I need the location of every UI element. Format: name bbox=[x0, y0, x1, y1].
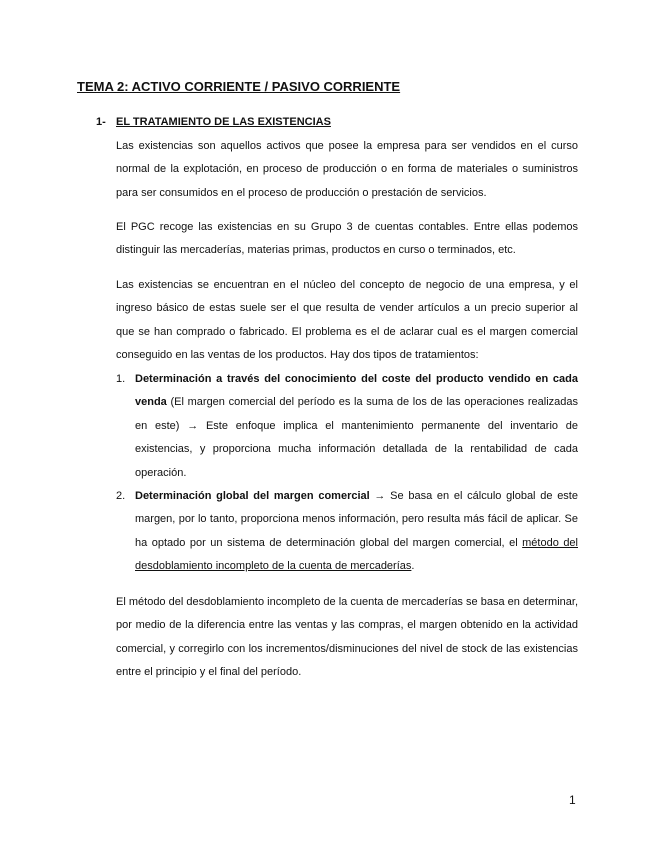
treatment-list-1 bbox=[116, 368, 578, 485]
paragraph-definition: Las existencias son aquellos activos que posee la empresa para ser vendidos en el curso normal de la explotación, en proceso de producción o en forma de materiales o suministros para ser consumidos en el proceso de producción o prestación de servicios. bbox=[116, 140, 578, 199]
document-title: TEMA 2: ACTIVO CORRIENTE / PASIVO CORRIENTE bbox=[77, 79, 401, 94]
list-marker: 1. bbox=[116, 373, 126, 385]
section-heading bbox=[96, 116, 331, 128]
list-marker: 2. bbox=[116, 490, 126, 502]
paragraph-margin-problem: Las existencias se encuentran en el núcleo del concepto de negocio de una empresa, y el ingreso básico de estas suele ser el que resulta de vender artículos a un precio superior al que se han comprado o fabricado. El problema es el de aclarar cual es el margen comercial conseguido en las ventas de los productos. Hay dos tipos de tratamientos: bbox=[116, 279, 578, 362]
page-number: 1 bbox=[569, 793, 576, 807]
treatment-text-2: → Se basa en el cálculo global de este margen, por lo tanto, proporciona menos información, pero resulta más fácil de aplicar. Se ha optado por un sistema de determinación global del margen comercial, el bbox=[135, 490, 578, 549]
underlined-method-name: método del desdoblamiento incompleto de la cuenta de mercaderías bbox=[135, 536, 578, 573]
treatment-list-2 bbox=[116, 485, 578, 579]
treatment-bold-2: Determinación global del margen comercial bbox=[135, 490, 370, 502]
treatment-item-2 bbox=[116, 485, 578, 579]
paragraph-pgc: El PGC recoge las existencias en su Grupo 3 de cuentas contables. Entre ellas podemos distinguir las mercaderías, materias primas, productos en curso o terminados, etc. bbox=[116, 221, 578, 257]
section-title: EL TRATAMIENTO DE LAS EXISTENCIAS bbox=[116, 116, 331, 128]
treatment-text-1: (El margen comercial del período es la suma de los de las operaciones realizadas en este) → Este enfoque implica el mantenimiento permanente del inventario de existencias, y proporciona mucha información detallada de la rentabilidad de cada operación. bbox=[135, 396, 578, 479]
treatment-item-1 bbox=[116, 368, 578, 485]
treatment-bold-1: Determinación a través del conocimiento del coste del producto vendido en cada venda bbox=[135, 373, 578, 409]
section-number: 1- bbox=[96, 116, 106, 128]
treatment-end-2: . bbox=[411, 560, 415, 573]
paragraph-method-description: El método del desdoblamiento incompleto de la cuenta de mercaderías se basa en determinar, por medio de la diferencia entre las ventas y las compras, el margen obtenido en la actividad comercial, y corregirlo con los incrementos/disminuciones del nivel de stock de las existencias entre el principio y el final del período. bbox=[116, 596, 578, 679]
